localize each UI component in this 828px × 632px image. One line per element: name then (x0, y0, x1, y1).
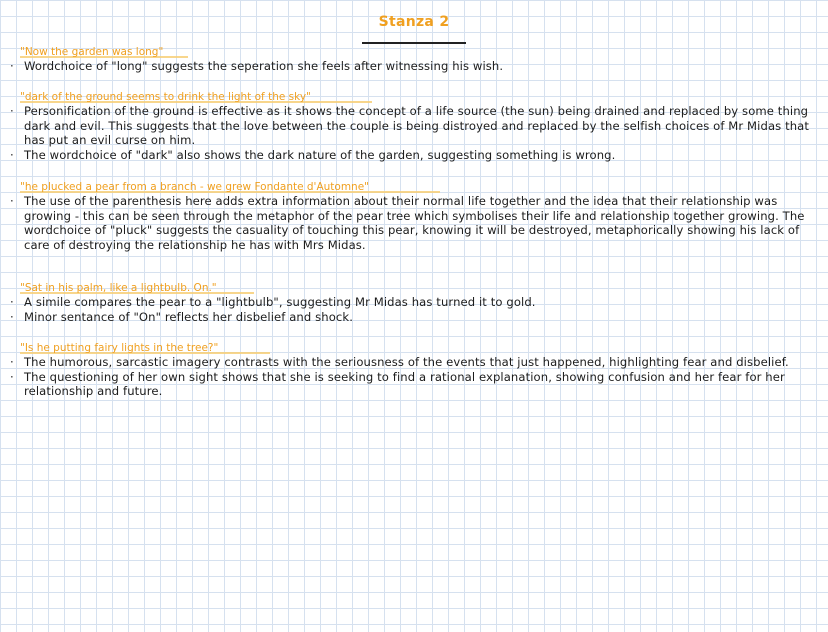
bullet-point (8, 104, 822, 148)
bullet-dot: · (10, 295, 14, 309)
bullet-dot: · (10, 104, 14, 118)
bullet-point (8, 310, 822, 325)
quote-heading: "Sat in his palm, like a lightbulb. On." (8, 282, 822, 295)
bullet-text: The wordchoice of "dark" also shows the dark nature of the garden, suggesting something is wrong. (24, 147, 616, 162)
section-4 (8, 282, 822, 324)
bullet-text: The questioning of her own sight shows that she is seeking to find a rational explanation, showing confusion and her fear for her relationship and future. (24, 369, 785, 398)
section-2 (8, 91, 822, 162)
page-title: Stanza 2 (378, 14, 450, 30)
section-3 (8, 181, 822, 252)
bullet-point (8, 370, 822, 399)
title-underline (362, 42, 466, 44)
bullet-dot: · (10, 59, 14, 73)
bullet-dot: · (10, 147, 14, 162)
bullet-text: The use of the parenthesis here adds extra information about their normal life together and the idea that their relationship was growing - this can be seen through the metaphor of the pear tree which symbolises their life and relationship together growing. The wordchoice of "pluck" suggests the casuality of touching this pear, knowing it will be destroyed, metaphorically showing his lack of care of destroying the relationship he has with Mrs Midas. (24, 194, 805, 252)
bullet-point (8, 59, 822, 74)
bullet-dot: · (10, 369, 14, 384)
section-5 (8, 342, 822, 399)
bullet-text: The humorous, sarcastic imagery contrasts with the seriousness of the events that just happened, highlighting fear and disbelief. (24, 355, 789, 369)
bullet-text: A simile compares the pear to a "lightbulb", suggesting Mr Midas has turned it to gold. (24, 295, 536, 309)
bullet-point (8, 148, 822, 163)
quote-heading: "dark of the ground seems to drink the light of the sky" (8, 91, 822, 104)
quote-heading: "Now the garden was long" (8, 46, 822, 59)
bullet-text: Personification of the ground is effective as it shows the concept of a life source (the sun) being drained and replaced by some thing dark and evil. This suggests that the love between the couple is being distroyed and replaced by the selfish choices of Mr Midas that has put an evil curse on him. (24, 104, 810, 147)
bullet-text: Wordchoice of "long" suggests the seperation she feels after witnessing his wish. (24, 59, 504, 73)
quote-heading: "Is he putting fairy lights in the tree?" (8, 342, 822, 355)
bullet-point (8, 295, 822, 310)
bullet-text: Minor sentance of "On" reflects her disbelief and shock. (24, 309, 353, 324)
bullet-dot: · (10, 309, 14, 324)
section-1 (8, 46, 822, 74)
bullet-point (8, 355, 822, 370)
bullet-point (8, 194, 822, 252)
bullet-dot: · (10, 355, 14, 369)
bullet-dot: · (10, 194, 14, 208)
quote-heading: "he plucked a pear from a branch - we grew Fondante d'Automne" (8, 181, 822, 194)
